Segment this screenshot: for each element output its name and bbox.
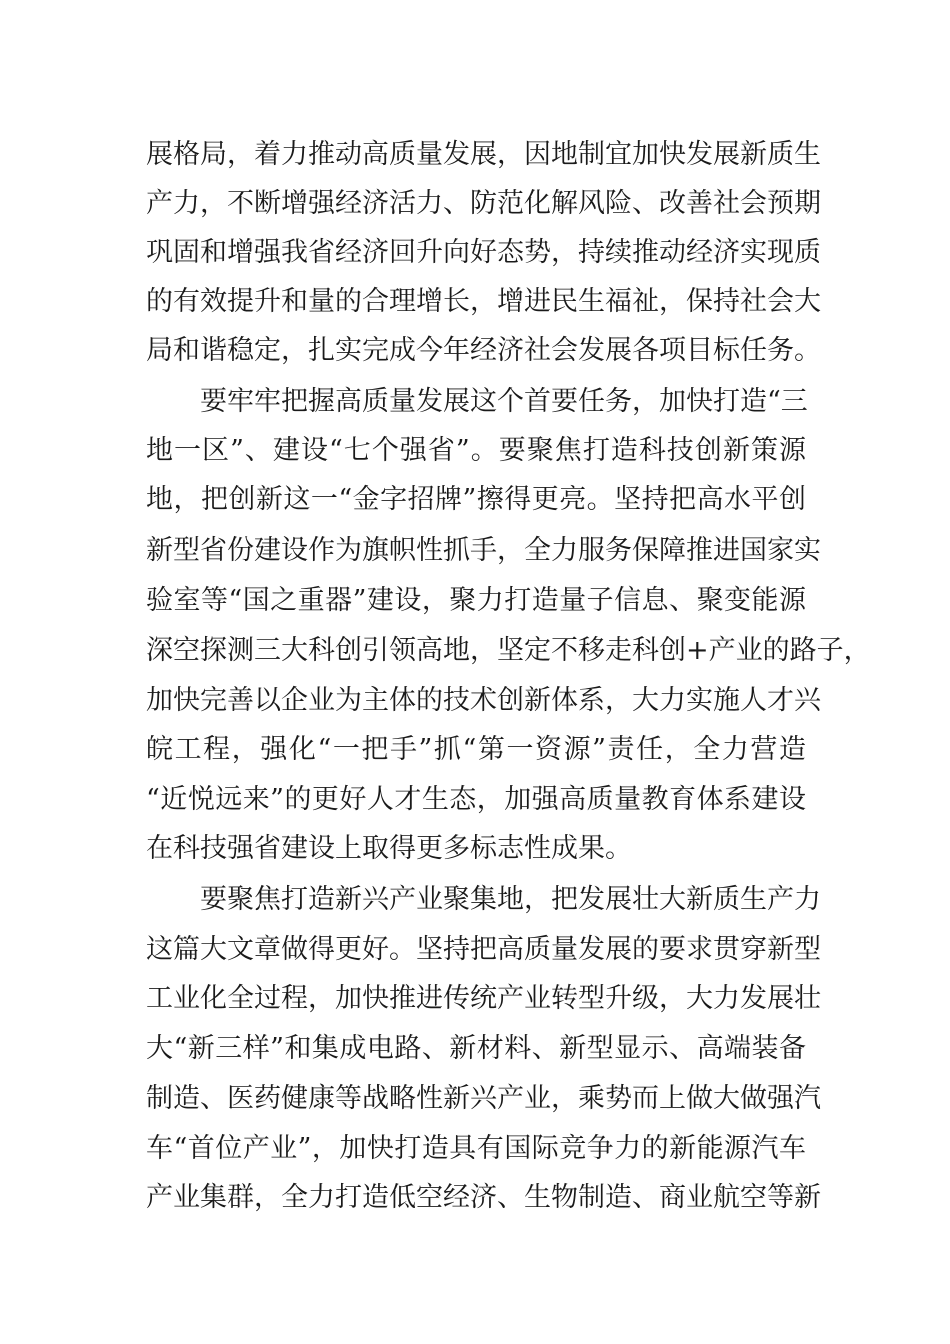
paragraph-first-line: 要牢牢把握高质量发展这个首要任务，加快打造“三 (200, 386, 808, 417)
text-line: 地一区”、建设“七个强省”。要聚焦打造科技创新策源 (146, 435, 806, 466)
text-line: 局和谐稳定，扎实完成今年经济社会发展各项目标任务。 (146, 335, 821, 366)
text-line: 工业化全过程，加快推进传统产业转型升级，大力发展壮 (146, 983, 821, 1014)
text-line: 展格局，着力推动高质量发展，因地制宜加快发展新质生 (146, 139, 821, 170)
text-line: 在科技强省建设上取得更多标志性成果。 (146, 833, 632, 864)
text-line: 新型省份建设作为旗帜性抓手，全力服务保障推进国家实 (146, 535, 821, 566)
text-line: 产业集群，全力打造低空经济、生物制造、商业航空等新 (146, 1182, 821, 1213)
text-line: 大“新三样”和集成电路、新材料、新型显示、高端装备 (146, 1033, 806, 1064)
text-line: 这篇大文章做得更好。坚持把高质量发展的要求贯穿新型 (146, 934, 821, 965)
text-line: 产力，不断增强经济活力、防范化解风险、改善社会预期 (146, 188, 821, 219)
text-line: 加快完善以企业为主体的技术创新体系，大力实施人才兴 (146, 685, 821, 716)
text-line: 的有效提升和量的合理增长，增进民生福祉，保持社会大 (146, 286, 821, 317)
paragraph-first-line: 要聚焦打造新兴产业聚集地，把发展壮大新质生产力 (200, 884, 821, 915)
text-line: 制造、医药健康等战略性新兴产业，乘势而上做大做强汽 (146, 1083, 821, 1114)
text-line: 地，把创新这一“金字招牌”擦得更亮。坚持把高水平创 (146, 484, 806, 515)
text-line: “近悦远来”的更好人才生态，加强高质量教育体系建设 (146, 784, 806, 815)
text-line: 皖工程，强化“一把手”抓“第一资源”责任，全力营造 (146, 734, 806, 765)
text-line: 巩固和增强我省经济回升向好态势，持续推动经济实现质 (146, 237, 821, 268)
text-line: 深空探测三大科创引领高地，坚定不移走科创+产业的路子， (146, 635, 871, 666)
text-line: 车“首位产业”，加快打造具有国际竞争力的新能源汽车 (146, 1133, 806, 1164)
text-line: 验室等“国之重器”建设，聚力打造量子信息、聚变能源 (146, 585, 806, 616)
